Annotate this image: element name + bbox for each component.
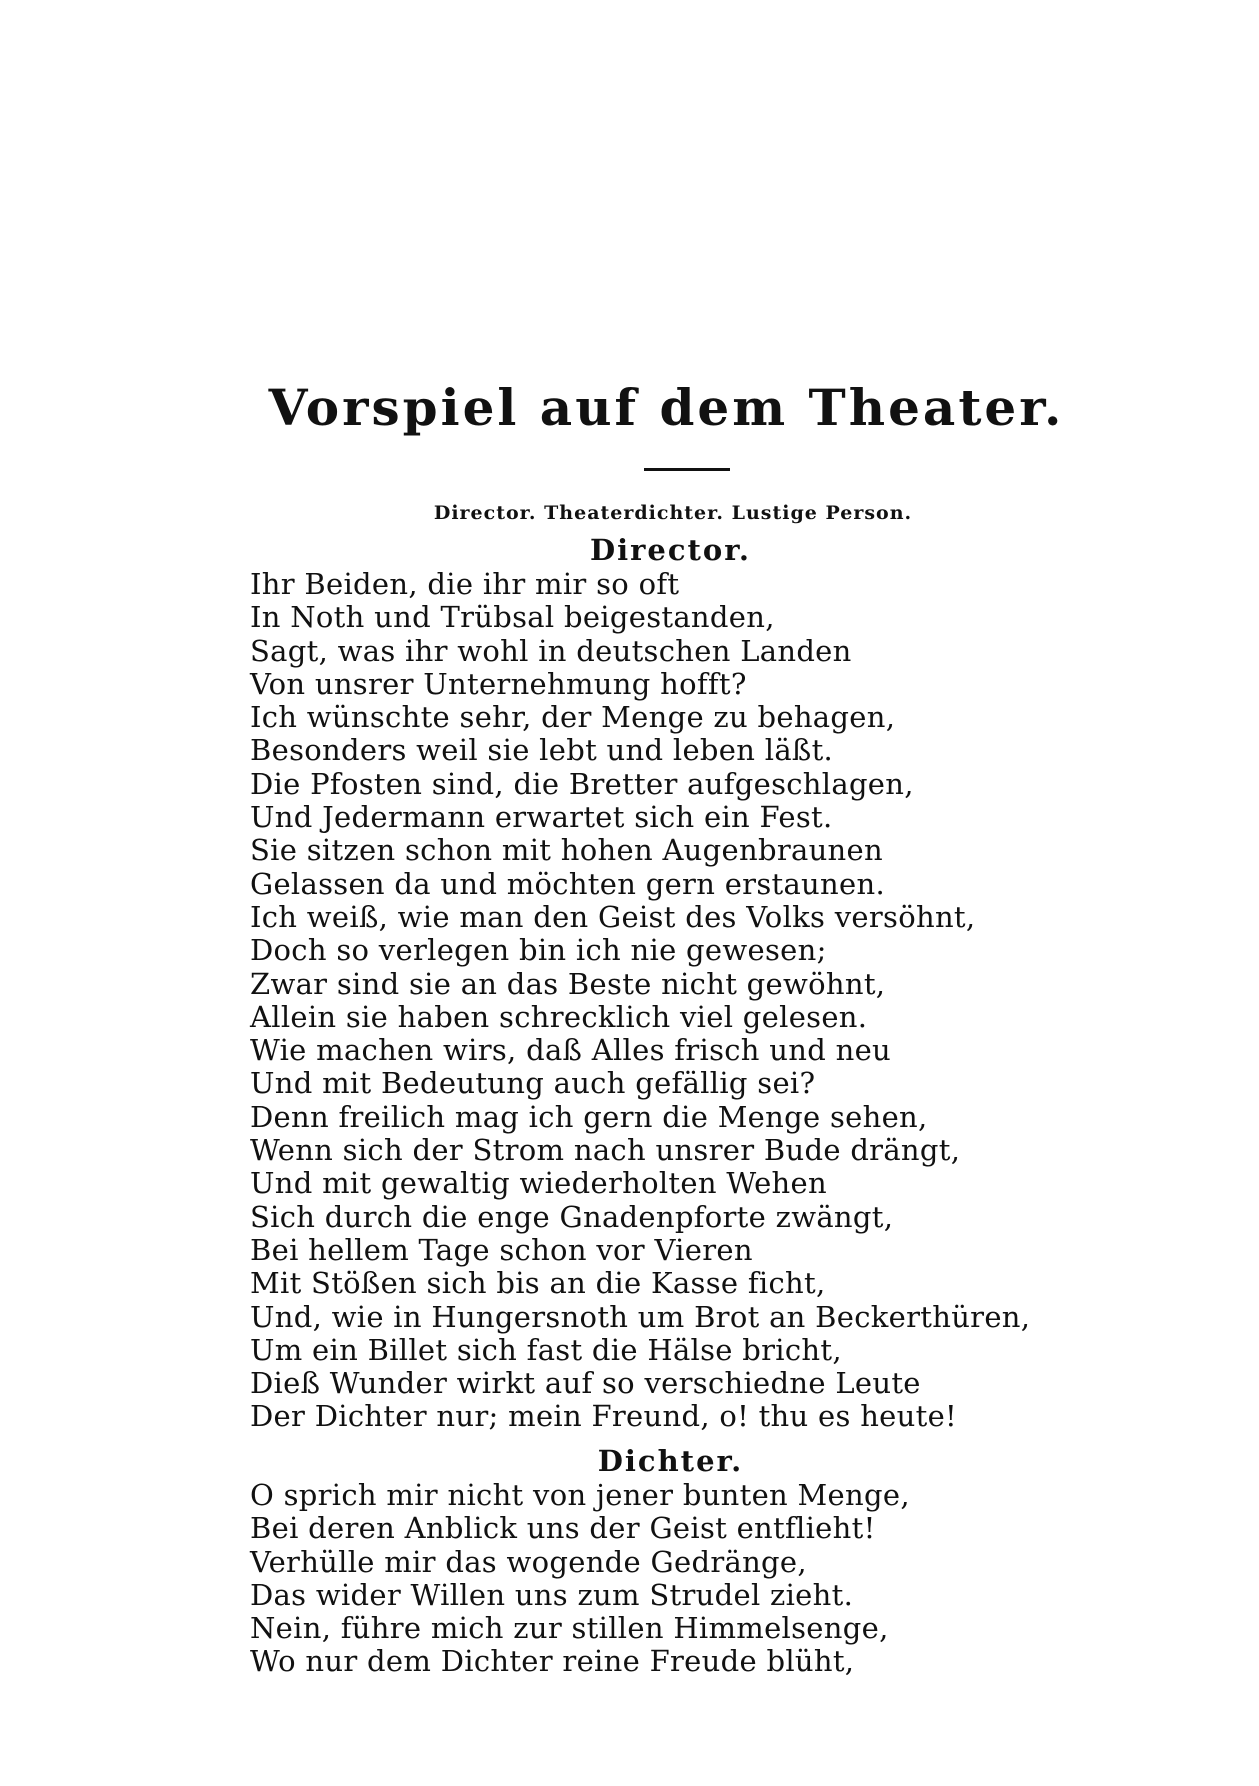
verse-line: Wenn sich der Strom nach unsrer Bude drängt,	[250, 1133, 961, 1168]
verse-line: Nein, führe mich zur stillen Himmelsenge,	[250, 1611, 889, 1646]
verse-line: O sprich mir nicht von jener bunten Menge,	[250, 1478, 910, 1512]
verse-line: Sagt, was ihr wohl in deutschen Landen	[250, 633, 852, 668]
verse-line: Die Pfosten sind, die Bretter aufgeschlagen,	[250, 766, 914, 801]
cast-list: Director. Theaterdichter. Lustige Person.	[433, 502, 913, 524]
verse-line: Und mit Bedeutung auch gefällig sei?	[250, 1066, 816, 1101]
verse-line: Doch so verlegen bin ich nie gewesen;	[250, 933, 827, 968]
verse-line: In Noth und Trübsal beigestanden,	[250, 600, 775, 635]
verse-line: Ihr Beiden, die ihr mir so oft	[250, 567, 680, 601]
speaker-heading-dichter: Dichter.	[597, 1444, 744, 1478]
verse-line: Das wider Willen uns zum Strudel zieht.	[250, 1577, 854, 1612]
page-title: Vorspiel auf dem Theater.	[268, 378, 1065, 437]
verse-line: Von unsrer Unternehmung hofft?	[250, 666, 747, 701]
verse-block-dichter	[250, 1479, 910, 1679]
verse-line: Mit Stößen sich bis an die Kasse ficht,	[250, 1266, 826, 1301]
speaker-heading-director: Director.	[589, 533, 751, 567]
verse-line: Bei hellem Tage schon vor Vieren	[250, 1232, 753, 1267]
verse-line: Und Jedermann erwartet sich ein Fest.	[250, 800, 833, 835]
verse-line: Und mit gewaltig wiederholten Wehen	[250, 1166, 827, 1201]
verse-line: Sich durch die enge Gnadenpforte zwängt,	[250, 1199, 894, 1234]
verse-line: Und, wie in Hungersnoth um Brot an Beckerthüren,	[250, 1299, 1031, 1334]
verse-line: Sie sitzen schon mit hohen Augenbraunen	[250, 833, 883, 868]
verse-line: Ich weiß, wie man den Geist des Volks versöhnt,	[250, 899, 976, 934]
verse-line: Ich wünschte sehr, der Menge zu behagen,	[250, 700, 896, 735]
verse-line: Wo nur dem Dichter reine Freude blüht,	[250, 1644, 855, 1679]
verse-line: Um ein Billet sich fast die Hälse bricht,	[250, 1332, 842, 1367]
verse-line: Besonders weil sie lebt und leben läßt.	[250, 733, 834, 768]
verse-line: Wie machen wirs, daß Alles frisch und neu	[250, 1033, 892, 1068]
verse-line: Verhülle mir das wogende Gedränge,	[250, 1544, 807, 1579]
verse-line: Gelassen da und möchten gern erstaunen.	[250, 866, 885, 901]
verse-line: Denn freilich mag ich gern die Menge sehen,	[250, 1099, 928, 1134]
verse-line: Allein sie haben schrecklich viel gelesen.	[250, 999, 868, 1034]
verse-line: Zwar sind sie an das Beste nicht gewöhnt,	[250, 966, 886, 1001]
verse-block-director	[250, 568, 1030, 1434]
verse-line: Bei deren Anblick uns der Geist entflieht!	[250, 1511, 876, 1546]
verse-line: Der Dichter nur; mein Freund, o! thu es heute!	[250, 1399, 957, 1434]
verse-line: Dieß Wunder wirkt auf so verschiedne Leute	[250, 1366, 921, 1401]
title-divider	[644, 468, 730, 471]
